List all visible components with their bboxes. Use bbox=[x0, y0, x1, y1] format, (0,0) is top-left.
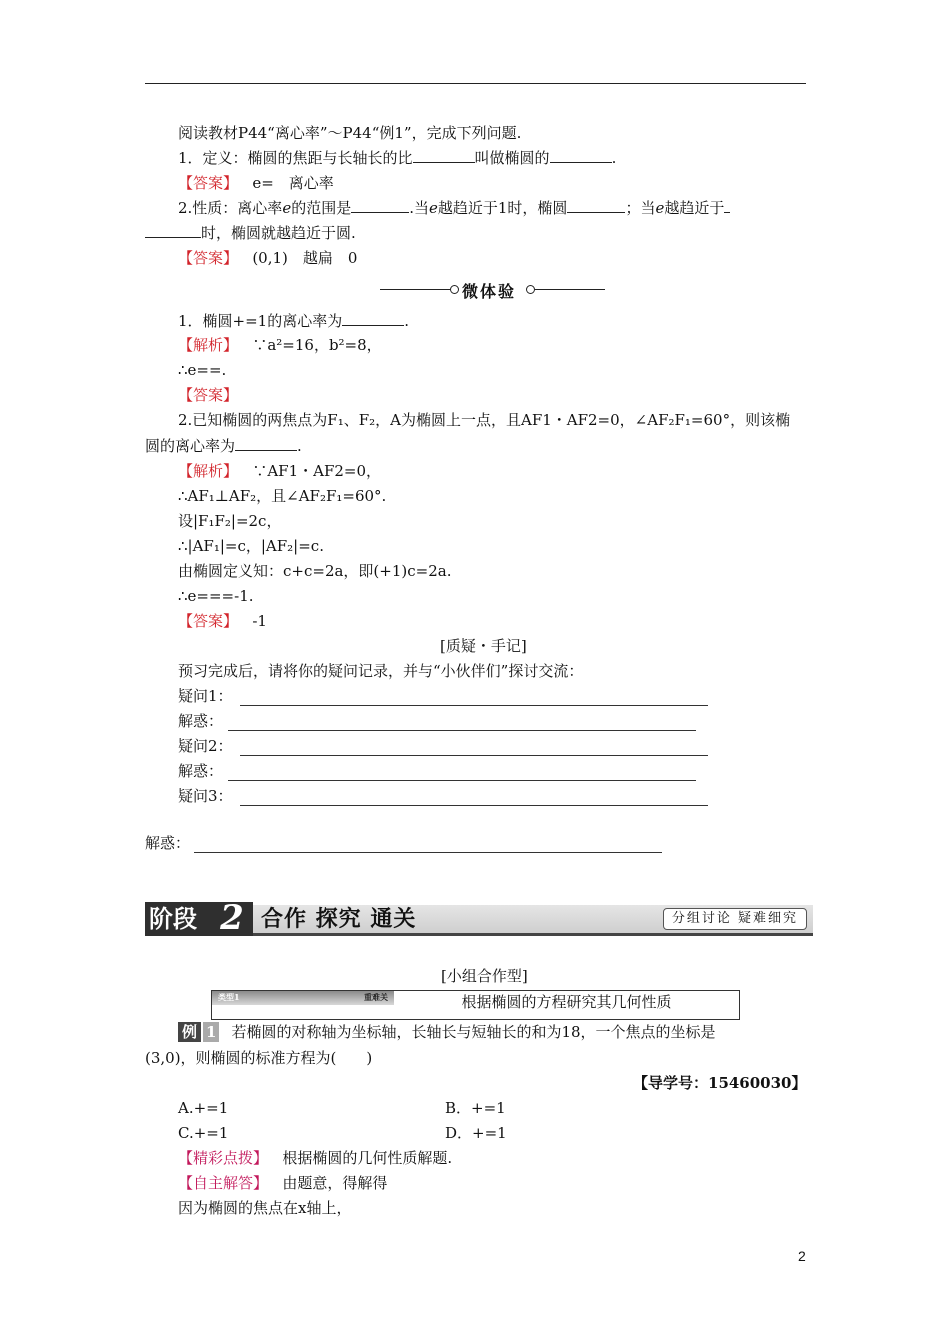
hint-line: 【精彩点拨】 根据椭圆的几何性质解题. bbox=[178, 1149, 453, 1167]
blank bbox=[413, 148, 475, 163]
stage-tag: 分组讨论 疑难细究 bbox=[663, 908, 807, 930]
blank bbox=[351, 198, 409, 213]
answer-label: 解惑： bbox=[178, 762, 224, 780]
answer-tag: 【答案】 bbox=[178, 386, 239, 404]
write-line[interactable] bbox=[240, 755, 708, 756]
problem-2-answer: 【答案】 -1 bbox=[178, 612, 267, 630]
type-box bbox=[211, 990, 740, 1020]
property-answer bbox=[178, 248, 357, 268]
hint-tag: 【精彩点拨】 bbox=[178, 1149, 269, 1167]
solution-line: ∴e===-1. bbox=[178, 587, 254, 605]
question-label: 疑问2： bbox=[178, 737, 233, 755]
answer-label: 解惑： bbox=[145, 834, 191, 852]
blank bbox=[550, 148, 612, 163]
type-caption: 根据椭圆的方程研究其几何性质 bbox=[461, 993, 672, 1011]
jiexi-tag: 【解析】 bbox=[178, 462, 239, 480]
notes-prompt: 预习完成后，请将你的疑问记录，并与“小伙伴们”探讨交流： bbox=[178, 662, 584, 680]
blank bbox=[145, 223, 201, 238]
problem-1-jiexi: 【解析】 ∵a²=16，b²=8， bbox=[178, 336, 382, 354]
example-number: 1 bbox=[203, 1022, 219, 1042]
self-answer-tag: 【自主解答】 bbox=[178, 1174, 269, 1192]
stage-label: 阶段 bbox=[145, 902, 253, 936]
difficulty-label: 重难关 bbox=[364, 992, 388, 1002]
problem-2-jiexi: 【解析】 ∵AF1・AF2=0， bbox=[178, 462, 382, 480]
notes-heading: [质疑・手记] bbox=[440, 637, 527, 655]
self-answer-line: 【自主解答】 由题意，得解得 bbox=[178, 1174, 388, 1192]
page-number: 2 bbox=[798, 1248, 806, 1264]
example-label: 例 bbox=[178, 1022, 201, 1042]
write-line[interactable] bbox=[228, 730, 696, 731]
circle-icon bbox=[526, 285, 535, 294]
jiexi-tag: 【解析】 bbox=[178, 336, 239, 354]
problem-2-cont: 圆的离心率为 . bbox=[145, 437, 302, 455]
property-question-cont: 时，椭圆就越趋近于圆. bbox=[145, 223, 356, 243]
definition-answer bbox=[178, 173, 334, 193]
solution-line: 因为椭圆的焦点在x轴上， bbox=[178, 1199, 352, 1217]
section-title: 微体验 bbox=[462, 282, 517, 301]
answer-label: 解惑： bbox=[178, 712, 224, 730]
circle-icon bbox=[450, 285, 459, 294]
definition-question: 1．定义：椭圆的焦距与长轴长的比 叫做椭圆的 . bbox=[178, 149, 617, 167]
answer-tag: 【答案】 bbox=[178, 612, 239, 630]
type-label: 类型1 bbox=[218, 992, 240, 1002]
answer-text: e= 离心率 bbox=[252, 174, 334, 192]
intro-line: 阅读教材P44“离心率”～P44“例1”，完成下列问题. bbox=[178, 124, 522, 142]
option-a[interactable]: A.+=1 bbox=[178, 1099, 229, 1117]
question-label: 疑问3： bbox=[178, 787, 233, 805]
problem-1: 1．椭圆+=1的离心率为 . bbox=[178, 312, 410, 330]
question-label: 疑问1： bbox=[178, 687, 233, 705]
write-line[interactable] bbox=[240, 705, 708, 706]
stage-number: 2 bbox=[220, 898, 244, 938]
problem-1-step: ∴e==. bbox=[178, 361, 227, 379]
option-d[interactable]: D．+=1 bbox=[445, 1124, 507, 1142]
blank bbox=[342, 311, 404, 326]
solution-line: ∴AF₁⊥AF₂，且∠AF₂F₁=60°. bbox=[178, 487, 387, 505]
group-heading: [小组合作型] bbox=[441, 967, 528, 985]
property-question: 2.性质：离心率e的范围是 .当e越趋近于1时，椭圆 ；当e越趋近于 bbox=[178, 198, 730, 218]
blank bbox=[724, 198, 730, 213]
solution-line: 设|F₁F₂|=2c， bbox=[178, 512, 282, 530]
section-divider-weitiyan bbox=[380, 279, 605, 301]
header-rule bbox=[145, 83, 806, 84]
example-question-cont: (3,0)，则椭圆的标准方程为( ) bbox=[145, 1049, 373, 1067]
answer-tag: 【答案】 bbox=[178, 174, 239, 192]
write-line[interactable] bbox=[194, 852, 662, 853]
guide-number: 【导学号：15460030】 bbox=[633, 1074, 807, 1092]
answer-text: (0,1) 越扁 0 bbox=[252, 249, 358, 267]
answer-tag: 【答案】 bbox=[178, 249, 239, 267]
blank bbox=[567, 198, 625, 213]
problem-2: 2.已知椭圆的两焦点为F₁、F₂，A为椭圆上一点，且AF1・AF2=0，∠AF₂F₁=60°，则该椭 bbox=[178, 411, 791, 429]
blank bbox=[235, 436, 297, 451]
write-line[interactable] bbox=[240, 805, 708, 806]
solution-line: ∴|AF₁|=c，|AF₂|=c. bbox=[178, 537, 324, 555]
write-line[interactable] bbox=[228, 780, 696, 781]
option-b[interactable]: B．+=1 bbox=[445, 1099, 506, 1117]
option-c[interactable]: C.+=1 bbox=[178, 1124, 229, 1142]
stage-title: 合作 探究 通关 bbox=[261, 906, 417, 932]
example-question: 例 1 若椭圆的对称轴为坐标轴，长轴长与短轴长的和为18，一个焦点的坐标是 bbox=[178, 1022, 716, 1042]
stage-banner bbox=[145, 898, 813, 938]
solution-line: 由椭圆定义知：c+c=2a，即(+1)c=2a. bbox=[178, 562, 452, 580]
